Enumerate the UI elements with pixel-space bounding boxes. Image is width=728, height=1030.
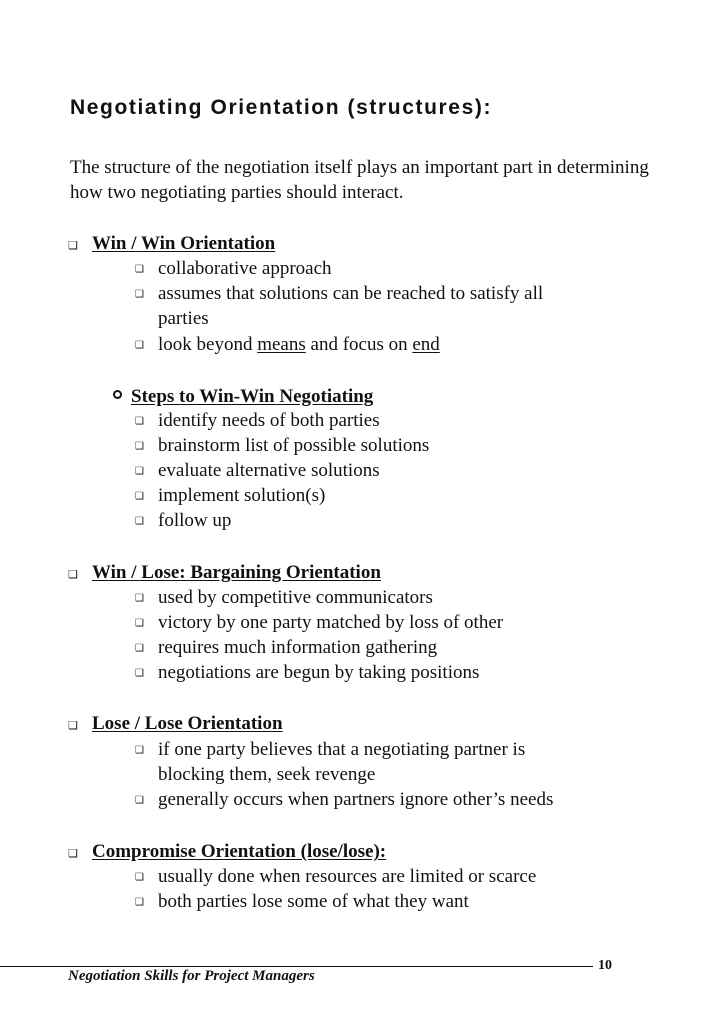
square-bullet-icon: ❑ — [135, 593, 144, 604]
square-bullet-icon: ❑ — [68, 720, 78, 732]
list-item: negotiations are begun by taking positions — [158, 662, 480, 683]
square-bullet-icon: ❑ — [135, 289, 144, 300]
list-item: used by competitive communicators — [158, 587, 433, 608]
square-bullet-icon: ❑ — [135, 897, 144, 908]
list-item: usually done when resources are limited or scarce — [158, 866, 537, 887]
list-item: collaborative approach — [158, 258, 332, 279]
footer-divider — [0, 966, 593, 967]
square-bullet-icon: ❑ — [68, 848, 78, 860]
list-item: if one party believes that a negotiating partner is — [158, 739, 526, 760]
hollow-circle-bullet-icon — [113, 390, 122, 399]
square-bullet-icon: ❑ — [135, 795, 144, 806]
section-heading-win-lose: Win / Lose: Bargaining Orientation — [92, 562, 381, 583]
section-heading-lose-lose: Lose / Lose Orientation — [92, 713, 283, 734]
page-title: Negotiating Orientation (structures): — [70, 96, 493, 119]
list-item: brainstorm list of possible solutions — [158, 435, 430, 456]
list-item: requires much information gathering — [158, 637, 438, 658]
list-item: follow up — [158, 510, 232, 531]
square-bullet-icon: ❑ — [135, 340, 144, 351]
square-bullet-icon: ❑ — [135, 491, 144, 502]
square-bullet-icon: ❑ — [135, 745, 144, 756]
footer-title: Negotiation Skills for Project Managers — [68, 968, 315, 984]
section-heading-win-win: Win / Win Orientation — [92, 233, 276, 254]
square-bullet-icon: ❑ — [135, 466, 144, 477]
square-bullet-icon: ❑ — [135, 441, 144, 452]
square-bullet-icon: ❑ — [135, 618, 144, 629]
square-bullet-icon: ❑ — [68, 240, 78, 252]
square-bullet-icon: ❑ — [135, 516, 144, 527]
underlined-word-means: means — [257, 334, 306, 355]
square-bullet-icon: ❑ — [135, 264, 144, 275]
section-heading-compromise: Compromise Orientation (lose/lose): — [92, 841, 387, 862]
square-bullet-icon: ❑ — [135, 643, 144, 654]
square-bullet-icon: ❑ — [135, 668, 144, 679]
section-heading-steps: Steps to Win-Win Negotiating — [131, 386, 374, 407]
list-item — [158, 332, 440, 357]
list-item: evaluate alternative solutions — [158, 460, 380, 481]
underlined-word-end: end — [412, 334, 440, 355]
square-bullet-icon: ❑ — [68, 569, 78, 581]
square-bullet-icon: ❑ — [135, 416, 144, 427]
list-item: identify needs of both parties — [158, 410, 380, 431]
list-item: implement solution(s) — [158, 485, 326, 506]
intro-paragraph: The structure of the negotiation itself plays an important part in determining how two negotiating parties should interact. — [70, 157, 649, 203]
list-item-text: look beyond — [158, 334, 258, 355]
list-item: assumes that solutions can be reached to satisfy all — [158, 283, 544, 304]
page-number: 10 — [598, 958, 612, 973]
list-item: victory by one party matched by loss of other — [158, 612, 504, 633]
list-item-continuation: parties — [158, 308, 209, 329]
square-bullet-icon: ❑ — [135, 872, 144, 883]
list-item-text: and focus on — [305, 334, 413, 355]
list-item-continuation: blocking them, seek revenge — [158, 764, 376, 785]
list-item: both parties lose some of what they want — [158, 891, 469, 912]
list-item: generally occurs when partners ignore other’s needs — [158, 789, 554, 810]
